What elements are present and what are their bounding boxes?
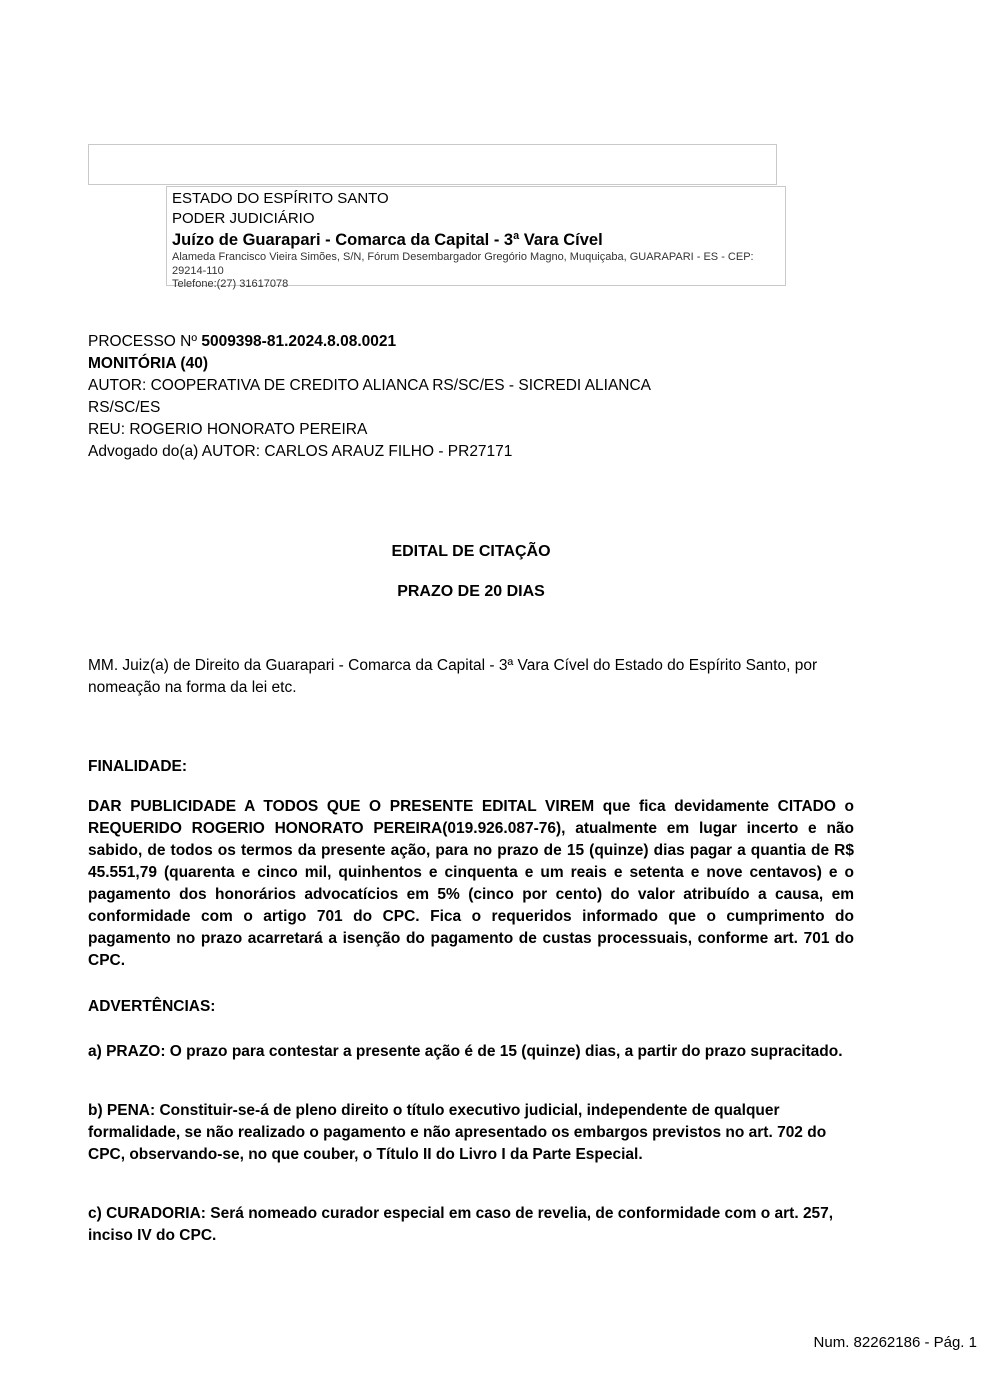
finalidade-paragraph: DAR PUBLICIDADE A TODOS QUE O PRESENTE EDITAL VIREM que fica devidamente CITADO o REQUERIDO ROGERIO HONORATO PEREIRA(019.926.087-76), atualmente em lugar incerto e não sabido, de todos os termos da presente ação, para no prazo de 15 (quinze) dias pagar a quantia de R$ 45.551,79 (quarenta e cinco mil, quinhentos e cinquenta e um reais e setenta e nove centavos) e o pagamento dos honorários advocatícios em 5% (cinco por cento) do valor atribuído a causa, em conformidade com o artigo 701 do CPC. Fica o requeridos informado que o cumprimento do pagamento no prazo acarretará a isenção do pagamento de custas processuais, conforme art. 701 do CPC. [88, 798, 854, 969]
action-type: MONITÓRIA (40) [88, 355, 208, 372]
court-address-line2: 29214-110 [172, 264, 224, 277]
court-address-line1: Alameda Francisco Vieira Simões, S/N, Fórum Desembargador Gregório Magno, Muquiçaba, GUARAPARI - ES - CEP: [172, 251, 754, 263]
lawyer-line: Advogado do(a) AUTOR: CARLOS ARAUZ FILHO - PR27171 [88, 443, 513, 460]
advertencia-item-b: b) PENA: Constituir-se-á de pleno direito o título executivo judicial, independente de qualquer formalidade, se não realizado o pagamento e não apresentado os embargos previstos no art. 702 do CPC, observando-se, no que couber, o Título II do Livro I da Parte Especial. [88, 1102, 827, 1163]
advertencia-item-c: c) CURADORIA: Será nomeado curador especial em caso de revelia, de conformidade com o art. 257, inciso IV do CPC. [88, 1205, 834, 1244]
defendant-line: REU: ROGERIO HONORATO PEREIRA [88, 421, 368, 438]
process-block [88, 331, 854, 463]
process-number-label: PROCESSO Nº [88, 333, 198, 350]
author-line-2: RS/SC/ES [88, 399, 161, 416]
advertencia-item-a: a) PRAZO: O prazo para contestar a presente ação é de 15 (quinze) dias, a partir do prazo supracitado. [88, 1043, 843, 1060]
court-name: Juízo de Guarapari - Comarca da Capital - 3ª Vara Cível [172, 231, 603, 249]
finalidade-heading: FINALIDADE: [88, 758, 188, 775]
court-header-box [166, 186, 786, 290]
judge-paragraph: MM. Juiz(a) de Direito da Guarapari - Comarca da Capital - 3ª Vara Cível do Estado do Espírito Santo, por nomeação na forma da lei etc. [88, 657, 818, 696]
judiciary-branch: PODER JUDICIÁRIO [172, 210, 315, 227]
court-phone: Telefone:(27) 31617078 [172, 278, 289, 290]
author-line-1: AUTOR: COOPERATIVA DE CREDITO ALIANCA RS/SC/ES - SICREDI ALIANCA [88, 377, 652, 394]
advertencias-heading: ADVERTÊNCIAS: [88, 998, 216, 1015]
process-number: 5009398-81.2024.8.08.0021 [201, 333, 397, 350]
prazo-title: PRAZO DE 20 DIAS [397, 583, 545, 600]
state-name: ESTADO DO ESPÍRITO SANTO [172, 190, 389, 207]
edital-title: EDITAL DE CITAÇÃO [391, 543, 551, 560]
process-number-line [88, 331, 854, 353]
header-empty-box [88, 144, 777, 185]
page-number-footer: Num. 82262186 - Pág. 1 [813, 1334, 977, 1351]
